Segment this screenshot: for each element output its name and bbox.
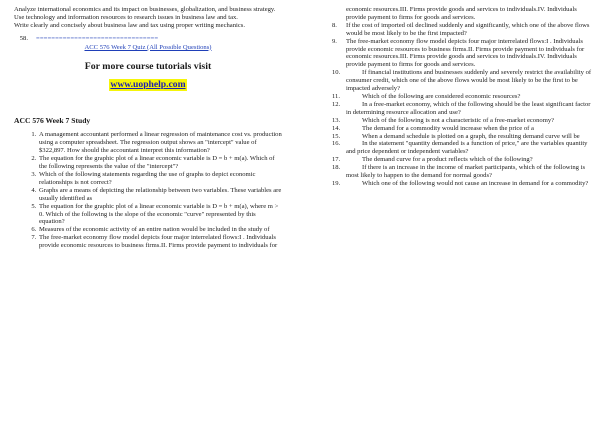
question-item: 2. The equation for the graphic plot of a linear economic variable is D = b + m(a). Which of the following represents the value of the "intercept"? [38, 155, 282, 171]
question-text: In a free-market economy, which of the following should be the least significant factor in determining resource allocation and use? [346, 100, 591, 116]
question-text: The demand for a commodity would increase when the price of a [362, 124, 534, 132]
objective-text: Write clearly and concisely about business law and tax using proper writing mechanics. [14, 21, 245, 29]
website-link[interactable]: www.uophelp.com [110, 78, 186, 90]
question-item: 5. The equation for the graphic plot of a linear economic variable is D = b + m(a), where m > 0. Which of the following is the slope of the economic "curve" represented by this equation? [38, 203, 282, 227]
question-number: 18. [332, 164, 341, 172]
question-continuation: economic resources.III. Firms provide goods and services to individuals.IV. Individuals provide payment to firms for goods and services. [346, 6, 577, 21]
question-number: 9. [332, 37, 337, 45]
right-column [332, 6, 594, 188]
question-text: The demand curve for a product reflects which of the following? [362, 156, 533, 164]
question-item [332, 101, 594, 117]
question-number: 8. [332, 21, 337, 29]
question-number: 10. [332, 69, 341, 77]
question-item [332, 93, 594, 101]
question-text: If there is an increase in the income of market participants, which of the following is most likely to happen to the demand for normal goods? [346, 164, 586, 180]
question-item [332, 117, 594, 125]
question-item: 1. A management accountant performed a linear regression of maintenance cost vs. production using a computer spreadsheet. The regression output shows an "intercept" value of $322,897. How should the accountant interpret this information? [38, 131, 282, 155]
question-item [332, 69, 594, 93]
left-column [14, 6, 282, 250]
question-text: Which of the following is not a characteristic of a free-market economy? [362, 116, 555, 124]
question-number: 16. [332, 140, 341, 148]
question-item [332, 22, 594, 38]
question-item [332, 38, 594, 70]
question-text: If the cost of imported oil declined suddenly and significantly, which one of the above flows would be most likely to be the first impacted? [346, 21, 590, 37]
question-text: When a demand schedule is plotted on a graph, the resulting demand curve will be [362, 132, 580, 140]
question-item [332, 140, 594, 156]
separator-line [14, 35, 282, 43]
quiz-link[interactable]: ACC 576 Week 7 Quiz (All Possible Questions) [84, 43, 212, 51]
objective-text: Analyze international economics and its impact on businesses, globalization, and business strategy. [14, 6, 276, 13]
separator-link[interactable]: ================================ [36, 34, 159, 42]
question-item: 4. Graphs are a means of depicting the relationship between two variables. These variables are usually identified as [38, 187, 282, 203]
visit-heading: For more course tutorials visit [84, 60, 212, 72]
question-number: 15. [332, 132, 341, 140]
question-number: 13. [332, 116, 341, 124]
question-item [332, 164, 594, 180]
question-list [14, 131, 282, 250]
question-text: If financial institutions and businesses suddenly and severely restrict the availability of consumer credit, which one of the above flows would be most likely to be the first to be impacted adversely? [346, 69, 592, 93]
question-text: Which of the following are considered economic resources? [362, 92, 521, 100]
question-number: 14. [332, 124, 341, 132]
question-item [332, 133, 594, 141]
question-item: 3. Which of the following statements regarding the use of graphs to depict economic relationships is not correct? [38, 171, 282, 187]
question-text: Which one of the following would not cause an increase in demand for a commodity? [362, 179, 589, 187]
question-item [332, 156, 594, 164]
separator-number: 58. [19, 34, 28, 42]
question-item: 6. Measures of the economic activity of an entire nation would be included in the study of [38, 226, 282, 234]
question-number: 19. [332, 179, 341, 187]
question-number: 17. [332, 156, 341, 164]
question-item [332, 180, 594, 188]
question-item: 7. The free-market economy flow model depicts four major interrelated flows:I . Individuals provide economic resources to business firms.II. Firms provide payment to individuals for [38, 234, 282, 250]
question-item [332, 125, 594, 133]
question-text: The free-market economy flow model depicts four major interrelated flows:I . Individuals provide economic resources to business firms.II. Firms provide payment to individuals for economic resources.III. Firms provide goods and services to individuals.IV. Individuals provide payment to firms for goods and services. [346, 37, 585, 69]
objective-text: Use technology and information resources to research issues in business law and tax. [14, 13, 238, 21]
question-text: In the statement "quantity demanded is a function of price," are the variables quantity and price dependent or independent variables? [346, 140, 588, 156]
question-number: 11. [332, 92, 340, 100]
question-number: 12. [332, 100, 341, 108]
study-title: ACC 576 Week 7 Study [14, 115, 91, 125]
learning-objectives [14, 6, 282, 30]
